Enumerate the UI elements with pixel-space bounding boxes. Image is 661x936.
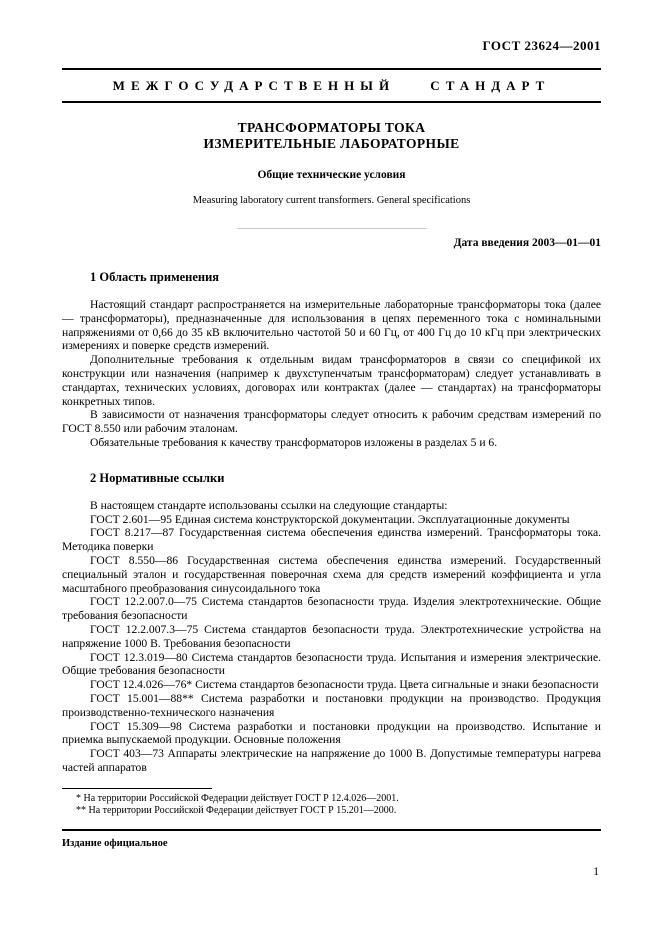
title-line-2: ИЗМЕРИТЕЛЬНЫЕ ЛАБОРАТОРНЫЕ — [203, 136, 460, 151]
standard-reference: ГОСТ 12.2.007.3—75 Система стандартов безопасности труда. Электротехнические устройства на напряжение 1000 В. Требования безопасности — [62, 622, 601, 650]
document-subtitle: Общие технические условия — [257, 169, 406, 181]
standard-reference: ГОСТ 12.3.019—80 Система стандартов безопасности труда. Испытания и измерения электрические. Общие требования безопасности — [62, 650, 601, 678]
standard-type-label: МЕЖГОСУДАРСТВЕННЫЙ СТАНДАРТ — [112, 78, 551, 93]
official-edition-label: Издание официальное — [62, 837, 168, 849]
document-subtitle-en: Measuring laboratory current transformers. General specifications — [192, 195, 471, 206]
standard-reference: ГОСТ 8.550—86 Государственная система обеспечения единства измерений. Государственный специальный эталон и государственная поверочная схема для средств измерений коэффициента и угла масштабного преобразования синусоидального тока — [62, 553, 601, 595]
footnote-rule — [62, 788, 212, 789]
divider-rule — [237, 228, 427, 229]
paragraph: Настоящий стандарт распространяется на измерительные лабораторные трансформаторы тока (далее — трансформаторы), предназначенные для использования в цепях переменного тока с номинальными напряжениями от 0,66 до 35 кВ включительно частотой 50 и 60 Гц, от 400 Гц до 10 кГц при электрических измерениях и поверке средств измерений. — [62, 298, 601, 353]
paragraph: Обязательные требования к качеству трансформаторов изложены в разделах 5 и 6. — [90, 435, 498, 449]
standard-reference: ГОСТ 12.4.026—76* Система стандартов безопасности труда. Цвета сигнальные и знаки безопасности — [90, 678, 599, 692]
standard-reference: ГОСТ 8.217—87 Государственная система обеспечения единства измерений. Трансформаторы тока. Методика поверки — [62, 526, 601, 554]
paragraph: Дополнительные требования к отдельным видам трансформаторов в связи со спецификой их конструкции или назначения (например к двухступенчатым трансформаторам) следует устанавливать в стандартах, технических условиях, договорах или контрактах (далее — стандартах) на трансформаторы конкретных типов. — [62, 353, 601, 408]
page-number: 1 — [593, 866, 599, 878]
standard-reference: ГОСТ 15.001—88** Система разработки и постановки продукции на производство. Продукция производственно-технического назначения — [62, 691, 601, 719]
title-line-1: ТРАНСФОРМАТОРЫ ТОКА — [237, 120, 426, 135]
standard-reference: ГОСТ 2.601—95 Единая система конструкторской документации. Эксплуатационные документы — [90, 512, 570, 526]
doc-code: ГОСТ 23624—2001 — [482, 38, 601, 53]
footnotes-block — [62, 788, 601, 818]
standard-reference: ГОСТ 403—73 Аппараты электрические на напряжение до 1000 В. Допустимые температуры нагрева частей аппаратов — [62, 747, 601, 774]
standard-reference: ГОСТ 15.309—98 Система разработки и постановки продукции на производство. Испытание и приемка выпускаемой продукции. Основные положения — [62, 719, 601, 747]
standard-type-band — [62, 68, 601, 103]
effective-date: Дата введения 2003—01—01 — [453, 237, 601, 249]
footer-rule — [62, 829, 601, 831]
footnote: ** На территории Российской Федерации действует ГОСТ Р 15.201—2000. — [76, 805, 397, 817]
section-1-heading: 1 Область применения — [90, 270, 220, 284]
footnote: * На территории Российской Федерации действует ГОСТ Р 12.4.026—2001. — [76, 792, 399, 804]
paragraph: В зависимости от назначения трансформаторы следует относить к рабочим средствам измерений по ГОСТ 8.550 или рабочим эталонам. — [62, 408, 601, 436]
document-title — [62, 120, 601, 152]
paragraph: В настоящем стандарте использованы ссылки на следующие стандарты: — [90, 498, 448, 512]
standard-reference: ГОСТ 12.2.007.0—75 Система стандартов безопасности труда. Изделия электротехнические. Общие требования безопасности — [62, 595, 601, 623]
section-2-heading: 2 Нормативные ссылки — [90, 470, 225, 485]
